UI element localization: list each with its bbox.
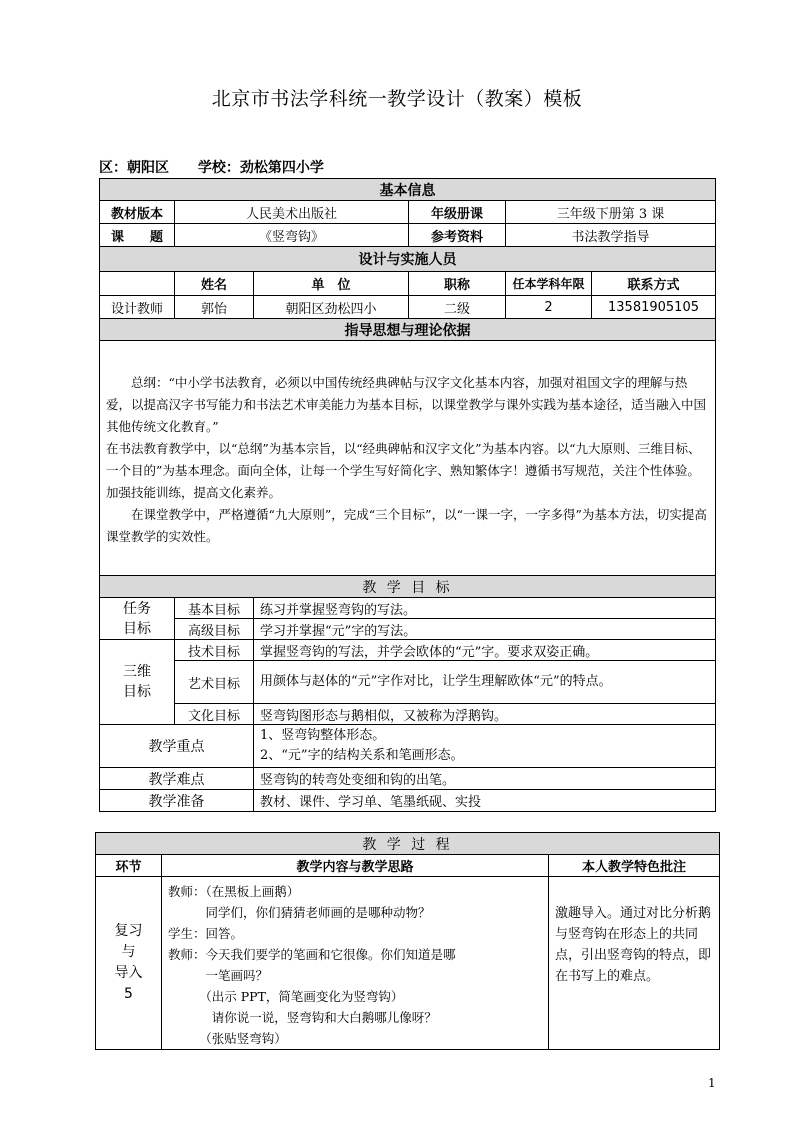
difficulty-value: 竖弯钩的转弯处变细和钩的出笔。 <box>254 768 716 790</box>
guide-text <box>100 341 716 576</box>
process-line-2: 同学们，你们猜猜老师画的是哪种动物？ <box>205 905 431 920</box>
staff-header-rank: 职称 <box>409 272 506 296</box>
section-staff: 设计与实施人员 <box>100 247 716 272</box>
basic-goal-value: 练习并掌握竖弯钩的写法。 <box>254 598 716 619</box>
task-goal-label-text: 任务目标 <box>123 600 151 637</box>
section-goals: 教 学 目 标 <box>100 576 716 598</box>
section-basic-info: 基本信息 <box>100 179 716 201</box>
culture-goal-label: 文化目标 <box>175 704 254 725</box>
staff-header-unit: 单 位 <box>254 272 409 296</box>
topic-label: 课 题 <box>100 224 175 247</box>
process-line-8: （张贴竖弯钩） <box>199 1031 287 1046</box>
staff-role: 设计教师 <box>100 296 175 319</box>
key-points-value <box>254 725 716 768</box>
staff-header-contact: 联系方式 <box>592 272 716 296</box>
stage-line-1: 复习 <box>114 923 143 939</box>
three-dim-goal-label-text: 三维目标 <box>123 664 151 700</box>
school-label: 学校：劲松第四小学 <box>197 160 324 176</box>
culture-goal-value: 竖弯钩图形态与鹅相似，又被称为浮鹅钩。 <box>254 704 716 725</box>
tech-goal-value: 掌握竖弯钩的写法，并学会欧体的“元”字。要求双姿正确。 <box>254 640 716 661</box>
process-header-notes: 本人教学特色批注 <box>549 855 720 877</box>
district-label: 区：朝阳区 <box>99 160 169 176</box>
staff-years: 2 <box>506 296 592 319</box>
lesson-plan-table <box>99 178 716 812</box>
guide-paragraph-2: 在书法教育教学中，以“总纲”为基本宗旨，以“经典碑帖和汉字文化”为基本内容。以“九大原则、三维目标、一个目的”为基本理念。面向全体，让每一个学生写好简化字、熟知繁体字！遵循书写规范，关注个性体验。加强技能训练，提高文化素养。 <box>106 441 701 500</box>
process-line-5: 一笔画吗？ <box>205 968 269 983</box>
textbook-value: 人民美术出版社 <box>175 201 409 224</box>
staff-name: 郭怡 <box>175 296 254 319</box>
topic-value: 《竖弯钩》 <box>175 224 409 247</box>
textbook-label: 教材版本 <box>100 201 175 224</box>
guide-paragraph-1: 总纲：“中小学书法教育，必须以中国传统经典碑帖与汉字文化基本内容，加强对祖国文字的理解与热爱，以提高汉字书写能力和书法艺术审美能力为基本目标，以课堂教学与课外实践为基本途径，适当融入中国其他传统文化教育。” <box>106 375 707 434</box>
teaching-process-table <box>95 832 720 1050</box>
staff-unit: 朝阳区劲松四小 <box>254 296 409 319</box>
stage-review-intro <box>96 877 162 1050</box>
key-points-label: 教学重点 <box>100 725 254 768</box>
stage-line-3: 导入 <box>114 965 143 981</box>
key-point-2: 2、“元”字的结构关系和笔画形态。 <box>260 748 464 763</box>
reference-label: 参考资料 <box>409 224 506 247</box>
grade-value: 三年级下册第 3 课 <box>506 201 716 224</box>
staff-header-empty <box>100 272 175 296</box>
preparation-label: 教学准备 <box>100 790 254 812</box>
staff-header-years: 任本学科年限 <box>506 272 592 296</box>
page-title: 北京市书法学科统一教学设计（教案）模板 <box>211 88 583 110</box>
process-header-stage: 环节 <box>96 855 162 877</box>
staff-header-name: 姓名 <box>175 272 254 296</box>
reference-value: 书法教学指导 <box>506 224 716 247</box>
preparation-value: 教材、课件、学习单、笔墨纸砚、实投 <box>254 790 716 812</box>
process-line-4: 教师：今天我们要学的笔画和它很像。你们知道是哪 <box>168 947 456 962</box>
process-line-6: （出示 PPT，简笔画变化为竖弯钩） <box>199 989 404 1004</box>
task-goal-label <box>100 598 175 640</box>
section-process: 教 学 过 程 <box>96 833 720 855</box>
advanced-goal-label: 高级目标 <box>175 619 254 640</box>
grade-label: 年级册课 <box>409 201 506 224</box>
art-goal-value: 用颜体与赵体的“元”字作对比，让学生理解欧体“元”的特点。 <box>254 661 716 704</box>
art-goal-label: 艺术目标 <box>175 661 254 704</box>
section-guide: 指导思想与理论依据 <box>100 319 716 341</box>
process-line-7: 请你说一说，竖弯钩和大白鹅哪儿像呀？ <box>211 1010 437 1025</box>
basic-goal-label: 基本目标 <box>175 598 254 619</box>
page-number: 1 <box>708 1076 716 1090</box>
advanced-goal-value: 学习并掌握“元”字的写法。 <box>254 619 716 640</box>
process-notes: 激趣导入。通过对比分析鹅与竖弯钩在形态上的共同点，引出竖弯钩的特点，即在书写上的难点。 <box>549 877 720 1050</box>
guide-paragraph-3: 在课堂教学中，严格遵循“九大原则”，完成“三个目标”，以“一课一字，一字多得”为基本方法，切实提高课堂教学的实效性。 <box>106 507 707 544</box>
difficulty-label: 教学难点 <box>100 768 254 790</box>
school-meta <box>99 157 715 177</box>
three-dim-goal-label <box>100 640 175 725</box>
staff-phone: 13581905105 <box>592 296 716 319</box>
process-header-content: 教学内容与教学思路 <box>162 855 549 877</box>
stage-minutes: 5 <box>124 986 133 1002</box>
process-content <box>162 877 549 1050</box>
key-point-1: 1、竖弯钩整体形态。 <box>260 728 386 743</box>
process-line-1: 教师：（在黑板上画鹅） <box>168 884 300 899</box>
tech-goal-label: 技术目标 <box>175 640 254 661</box>
process-line-3: 学生：回答。 <box>168 926 244 941</box>
staff-rank: 二级 <box>409 296 506 319</box>
stage-line-2: 与 <box>121 944 136 960</box>
